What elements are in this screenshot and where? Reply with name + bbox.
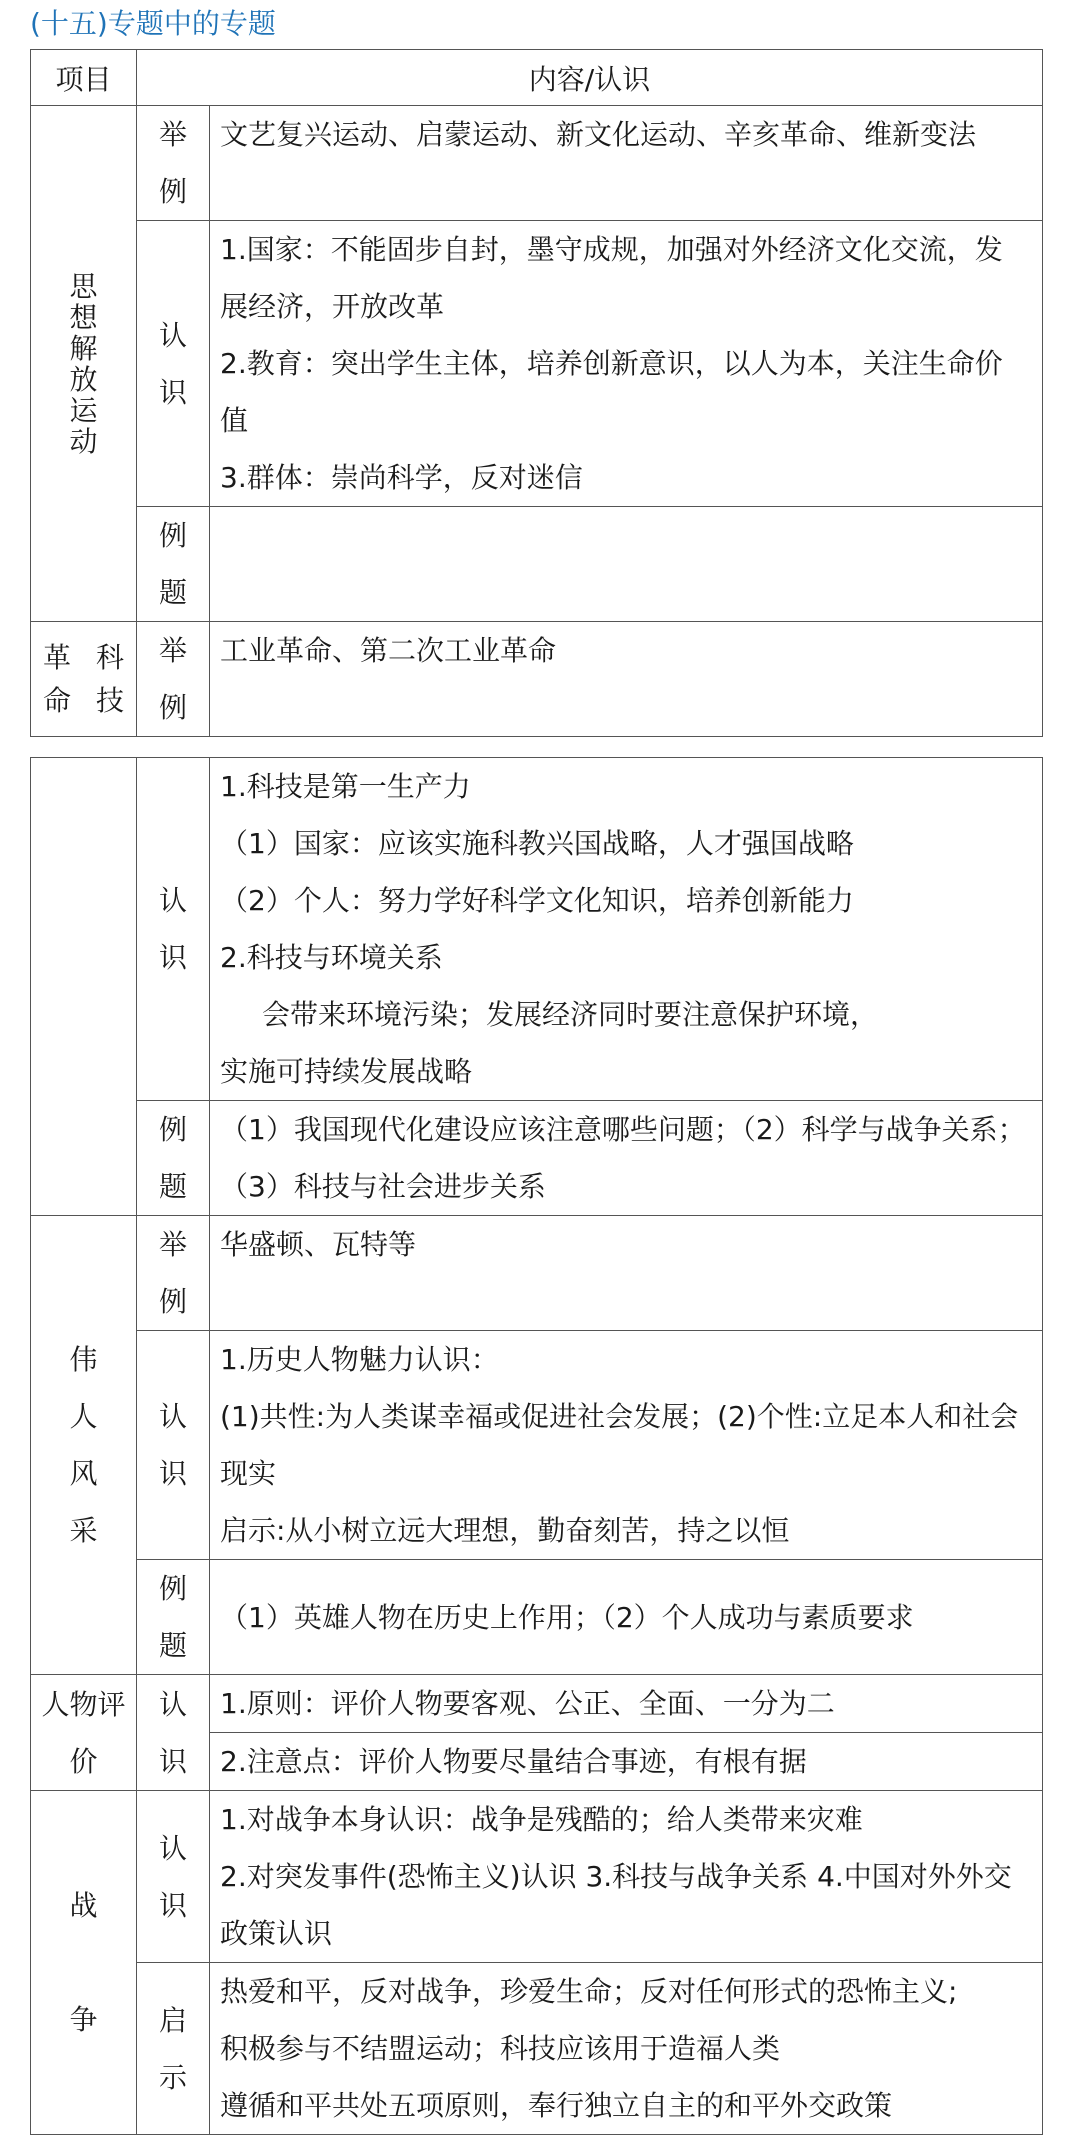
table-row — [31, 1675, 1043, 1733]
keji-questions: （1）我国现代化建设应该注意哪些问题；（2）科学与战争关系； （3）科技与社会进步关系 — [210, 1101, 1043, 1216]
zhanzheng-inspiration: 热爱和平，反对战争，珍爱生命；反对任何形式的恐怖主义; 积极参与不结盟运动；科技应该用于造福人类 遵循和平共处五项原则，奉行独立自主的和平外交政策 — [210, 1963, 1043, 2135]
table-row — [31, 507, 1043, 622]
header-row — [31, 50, 1043, 106]
table-row — [31, 1331, 1043, 1560]
weiren-understanding: 1.历史人物魅力认识： (1)共性:为人类谋幸福或促进社会发展；(2)个性:立足本人和社会 现实 启示:从小树立远大理想，勤奋刻苦，持之以恒 — [210, 1331, 1043, 1560]
header-content: 内容/认识 — [137, 50, 1043, 106]
sixiang-questions — [210, 507, 1043, 622]
label-juli: 举 例 — [137, 1216, 210, 1331]
zhanzheng-understanding: 1.对战争本身认识：战争是残酷的；给人类带来灾难 2.对突发事件(恐怖主义)认识 3.科技与战争关系 4.中国对外外交 政策认识 — [210, 1791, 1043, 1963]
label-renshi: 认 识 — [137, 221, 210, 507]
header-item: 项目 — [31, 50, 137, 106]
topic-zhanzheng: 战 争 — [31, 1791, 137, 2135]
topic-keji: 革 科 命 技 — [31, 622, 137, 737]
topics-table-2 — [30, 757, 1043, 2135]
table-row — [31, 758, 1043, 1101]
section-title: (十五)专题中的专题 — [30, 7, 276, 40]
label-renshi: 认 识 — [137, 1791, 210, 1963]
label-liti: 例 题 — [137, 1560, 210, 1675]
table-row — [31, 1791, 1043, 1963]
table-row — [31, 622, 1043, 737]
label-liti: 例 题 — [137, 507, 210, 622]
label-renshi: 认 识 — [137, 1331, 210, 1560]
topic-weiren: 伟 人 风 采 — [31, 1216, 137, 1675]
sixiang-understanding: 1.国家：不能固步自封，墨守成规，加强对外经济文化交流，发 展经济，开放改革 2.教育：突出学生主体，培养创新意识，以人为本，关注生命价 值 3.群体：崇尚科学，反对迷信 — [210, 221, 1043, 507]
table-row — [31, 106, 1043, 221]
table-row — [31, 1216, 1043, 1331]
keji-examples: 工业革命、第二次工业革命 — [210, 622, 1043, 737]
weiren-examples: 华盛顿、瓦特等 — [210, 1216, 1043, 1331]
table-row — [31, 1101, 1043, 1216]
label-liti: 例 题 — [137, 1101, 210, 1216]
label-renshi: 认 识 — [137, 1675, 210, 1791]
sixiang-examples: 文艺复兴运动、启蒙运动、新文化运动、辛亥革命、维新变法 — [210, 106, 1043, 221]
topic-keji-continued — [31, 758, 137, 1216]
topics-table-1 — [30, 49, 1043, 737]
label-juli: 举 例 — [137, 106, 210, 221]
table-row — [31, 1560, 1043, 1675]
label-qishi: 启 示 — [137, 1963, 210, 2135]
table-row — [31, 1963, 1043, 2135]
keji-understanding: 1.科技是第一生产力 （1）国家：应该实施科教兴国战略，人才强国战略 （2）个人：努力学好科学文化知识，培养创新能力 2.科技与环境关系 会带来环境污染；发展经济同时要注意保护环境， 实施可持续发展战略 — [210, 758, 1043, 1101]
pingjia-notes: 2.注意点：评价人物要尽量结合事迹，有根有据 — [210, 1733, 1043, 1791]
pingjia-principle: 1.原则：评价人物要客观、公正、全面、一分为二 — [210, 1675, 1043, 1733]
weiren-questions: （1）英雄人物在历史上作用；（2）个人成功与素质要求 — [210, 1560, 1043, 1675]
topic-pingjia: 人物评 价 — [31, 1675, 137, 1791]
label-renshi: 认 识 — [137, 758, 210, 1101]
topic-sixiang: 思 想 解 放 运 动 — [31, 106, 137, 622]
table-row — [31, 221, 1043, 507]
label-juli: 举 例 — [137, 622, 210, 737]
